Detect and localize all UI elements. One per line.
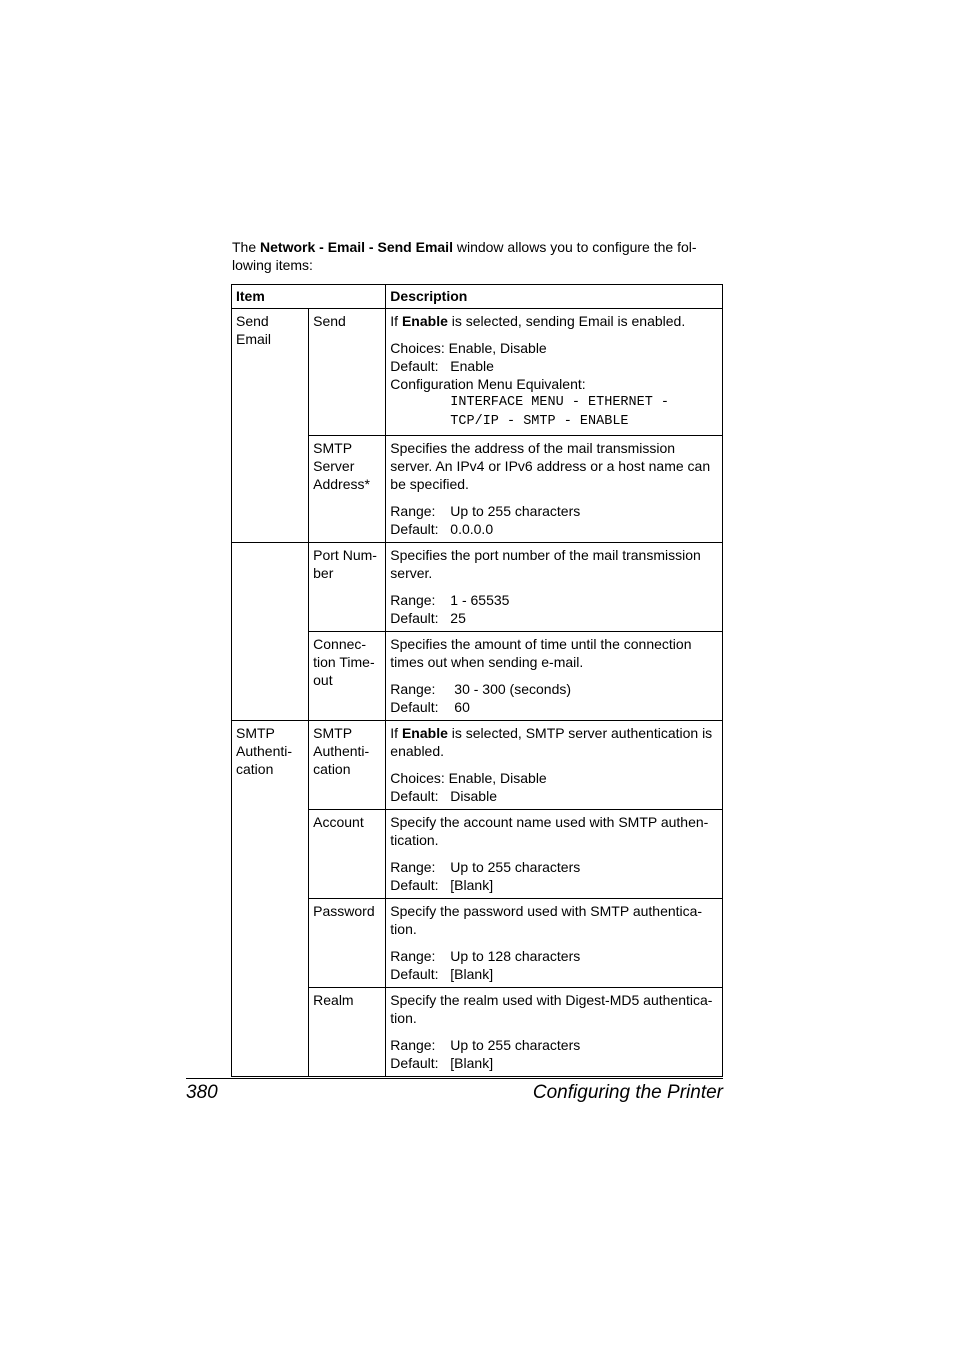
header-item: Item xyxy=(232,285,386,309)
table-row xyxy=(232,543,723,632)
default-value: [Blank] xyxy=(450,966,494,982)
intro-line1-rest: window allows you to configure the fol- xyxy=(452,239,697,255)
range-value: 1 - 65535 xyxy=(450,592,510,608)
desc-password xyxy=(386,899,723,988)
desc-text: Specify the realm used with Digest-MD5 authentica- tion. xyxy=(390,992,713,1026)
default-value: Enable xyxy=(450,358,494,374)
range-label: Range: xyxy=(390,859,436,875)
intro-window-name: Network - Email - Send Email xyxy=(260,239,453,255)
desc-timeout xyxy=(386,632,723,721)
range-value: Up to 255 characters xyxy=(450,1037,581,1053)
range-value: Up to 255 characters xyxy=(450,859,581,875)
default-label: Default: xyxy=(390,877,439,893)
desc-text: Specifies the amount of time until the connection times out when sending e-mail. xyxy=(390,636,692,670)
default-label: Default: xyxy=(390,521,439,537)
table-row xyxy=(232,309,723,436)
range-label: Range: xyxy=(390,503,436,519)
intro-paragraph xyxy=(232,238,722,274)
desc-realm xyxy=(386,988,723,1077)
item-password: Password xyxy=(309,899,386,988)
desc-text: is selected, sending Email is enabled. xyxy=(447,313,686,329)
default-label: Default: xyxy=(390,699,439,715)
item-send: Send xyxy=(309,309,386,436)
group-send-email: Send Email xyxy=(232,309,309,543)
chapter-title: Configuring the Printer xyxy=(532,1082,723,1103)
default-label: Default: xyxy=(390,610,439,626)
desc-smtp-server xyxy=(386,436,723,543)
desc-bold: Enable xyxy=(401,313,448,329)
desc-text: If xyxy=(390,313,402,329)
choices-text: Choices: Enable, Disable xyxy=(390,770,547,786)
range-value: Up to 128 characters xyxy=(450,948,581,964)
config-label: Configuration Menu Equivalent: xyxy=(390,376,586,392)
choices-text: Choices: Enable, Disable xyxy=(390,340,547,356)
settings-table xyxy=(231,284,723,1077)
range-label: Range: xyxy=(390,1037,436,1053)
footer-divider xyxy=(186,1078,723,1079)
table-header-row xyxy=(232,285,723,309)
group-smtp-auth: SMTP Authenti- cation xyxy=(232,721,309,1077)
item-timeout: Connec- tion Time- out xyxy=(309,632,386,721)
default-value: 0.0.0.0 xyxy=(450,521,494,537)
desc-bold: Enable xyxy=(401,725,448,741)
intro-line2: lowing items: xyxy=(232,257,313,273)
item-account: Account xyxy=(309,810,386,899)
default-label: Default: xyxy=(390,966,439,982)
desc-smtp-auth xyxy=(386,721,723,810)
range-value: 30 - 300 (seconds) xyxy=(454,681,572,697)
desc-text: Specify the account name used with SMTP authen- tication. xyxy=(390,814,709,848)
item-smtp-server: SMTP Server Address* xyxy=(309,436,386,543)
desc-text: Specify the password used with SMTP authentica- tion. xyxy=(390,903,703,937)
desc-text: Specifies the port number of the mail transmission server. xyxy=(390,547,701,581)
default-value: [Blank] xyxy=(450,877,494,893)
config-line-2: TCP/IP - SMTP - ENABLE xyxy=(450,414,629,429)
default-value: [Blank] xyxy=(450,1055,494,1071)
desc-account xyxy=(386,810,723,899)
desc-port xyxy=(386,543,723,632)
group-empty xyxy=(232,543,309,721)
range-label: Range: xyxy=(390,948,436,964)
default-value: 25 xyxy=(450,610,466,626)
item-realm: Realm xyxy=(309,988,386,1077)
intro-prefix: The xyxy=(232,239,261,255)
default-value: 60 xyxy=(454,699,470,715)
desc-text: Specifies the address of the mail transmission server. An IPv4 or IPv6 address or a host name can be specified. xyxy=(390,440,711,492)
page-number: 380 xyxy=(186,1082,218,1103)
table-row xyxy=(232,721,723,810)
item-smtp-auth: SMTP Authenti- cation xyxy=(309,721,386,810)
header-description: Description xyxy=(386,285,723,309)
desc-text: If xyxy=(390,725,402,741)
desc-text: is selected, SMTP server authentication is enabled. xyxy=(390,725,713,759)
default-label: Default: xyxy=(390,1055,439,1071)
range-label: Range: xyxy=(390,592,436,608)
default-value: Disable xyxy=(450,788,497,804)
range-label: Range: xyxy=(390,681,436,697)
default-label: Default: xyxy=(390,358,439,374)
item-port: Port Num- ber xyxy=(309,543,386,632)
desc-send xyxy=(386,309,723,436)
config-line-1: INTERFACE MENU - ETHERNET - xyxy=(450,395,670,410)
range-value: Up to 255 characters xyxy=(450,503,581,519)
default-label: Default: xyxy=(390,788,439,804)
